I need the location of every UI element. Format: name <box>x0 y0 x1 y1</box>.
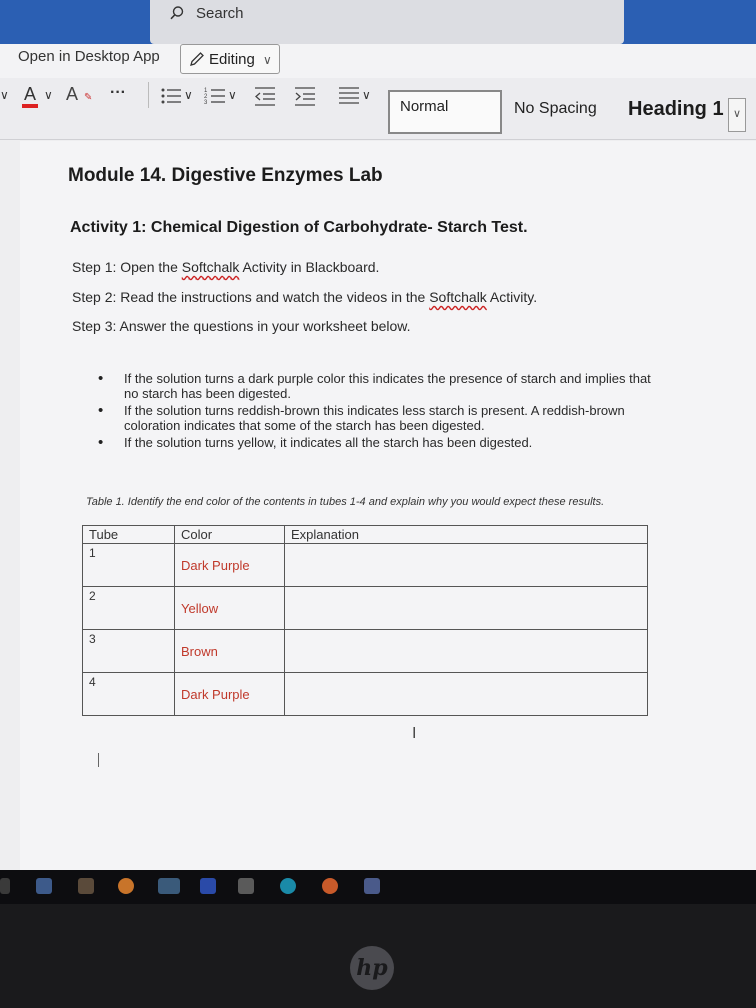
chevron-down-icon[interactable]: ∨ <box>184 88 193 102</box>
store-icon[interactable] <box>200 878 216 894</box>
align-icon[interactable] <box>338 86 360 106</box>
step-3 <box>72 318 411 334</box>
numbered-list-icon[interactable] <box>204 86 226 106</box>
step-1-text-end: Activity in Blackboard. <box>239 259 380 275</box>
chevron-down-icon[interactable]: ∨ <box>0 88 9 102</box>
clear-formatting-button[interactable] <box>66 84 78 105</box>
search-box[interactable] <box>150 0 624 44</box>
list-item: • If the solution turns reddish-brown this indicates less starch is present. A reddish-brown coloration indicates that some of the starch has been digested. <box>98 403 658 433</box>
table-header-row <box>83 526 648 544</box>
step-1-text: Step 1: Open the <box>72 259 182 275</box>
eraser-icon: ✎ <box>84 92 93 103</box>
font-color-letter: A <box>24 84 37 104</box>
file-explorer-icon[interactable] <box>238 878 254 894</box>
chevron-down-icon: ∨ <box>263 53 272 67</box>
header-explanation[interactable]: Explanation <box>285 526 648 544</box>
results-table <box>82 525 648 716</box>
table-caption: Table 1. Identify the end color of the contents in tubes 1-4 and explain why you would expect these results. <box>86 496 605 508</box>
more-options-button[interactable]: ··· <box>110 84 126 101</box>
activity-title: Activity 1: Chemical Digestion of Carbohydrate- Starch Test. <box>70 219 528 236</box>
list-item: • If the solution turns yellow, it indicates all the starch has been digested. <box>98 435 658 450</box>
step-2 <box>72 289 537 305</box>
decrease-indent-icon[interactable] <box>254 86 276 106</box>
color-cell[interactable]: Dark Purple <box>175 544 285 587</box>
chevron-down-icon[interactable]: ∨ <box>228 88 237 102</box>
document-title: Module 14. Digestive Enzymes Lab <box>68 165 383 186</box>
svg-text:2: 2 <box>204 94 208 100</box>
hp-logo: hp <box>350 946 394 990</box>
explanation-cell[interactable] <box>285 630 648 673</box>
svg-text:3: 3 <box>204 100 208 106</box>
style-heading-1[interactable] <box>620 90 730 134</box>
taskbar <box>0 870 756 904</box>
header-tube[interactable]: Tube <box>83 526 175 544</box>
increase-indent-icon[interactable] <box>294 86 316 106</box>
styles-gallery-more-button[interactable]: ∨ <box>728 98 746 132</box>
chrome-icon[interactable] <box>118 878 134 894</box>
font-color-button[interactable] <box>24 84 36 105</box>
chevron-down-icon[interactable]: ∨ <box>44 88 53 102</box>
explanation-cell[interactable] <box>285 544 648 587</box>
style-no-spacing-label: No Spacing <box>514 100 597 117</box>
clear-formatting-letter: A <box>66 84 79 104</box>
app-bar <box>0 44 756 78</box>
start-icon[interactable] <box>0 878 10 894</box>
title-bar <box>0 0 756 44</box>
table-row <box>83 587 648 630</box>
color-cell[interactable]: Dark Purple <box>175 673 285 716</box>
bullet-list-icon[interactable] <box>160 86 182 106</box>
bullet-list <box>98 371 658 452</box>
ribbon-divider <box>148 82 149 108</box>
step-2-misspelled-word[interactable]: Softchalk <box>429 289 487 305</box>
color-cell[interactable]: Yellow <box>175 587 285 630</box>
style-normal[interactable] <box>388 90 502 134</box>
table-row <box>83 544 648 587</box>
style-normal-label: Normal <box>400 98 449 115</box>
list-item: • If the solution turns a dark purple color this indicates the presence of starch and implies that no starch has been digested. <box>98 371 658 401</box>
font-color-swatch <box>22 104 38 108</box>
search-label: Search <box>196 5 244 22</box>
step-2-text: Step 2: Read the instructions and watch the videos in the <box>72 289 430 305</box>
text-cursor-icon: I <box>412 725 417 742</box>
explanation-cell[interactable] <box>285 587 648 630</box>
chevron-down-icon[interactable]: ∨ <box>362 88 371 102</box>
tube-cell[interactable]: 4 <box>83 673 175 716</box>
step-1-misspelled-word[interactable]: Softchalk <box>181 259 240 275</box>
step-1 <box>72 259 379 275</box>
tube-cell[interactable]: 1 <box>83 544 175 587</box>
step-3-text: Step 3: Answer the questions in your worksheet below. <box>72 318 411 334</box>
infinity-app-icon[interactable] <box>78 878 94 894</box>
header-color[interactable]: Color <box>175 526 285 544</box>
svg-text:1: 1 <box>204 88 208 94</box>
step-2-text-end: Activity. <box>486 289 538 305</box>
editing-label: Editing <box>209 51 255 68</box>
search-icon <box>170 6 184 20</box>
edge-icon[interactable] <box>280 878 296 894</box>
table-row <box>83 630 648 673</box>
pencil-icon <box>189 51 205 67</box>
text-caret <box>98 753 99 767</box>
style-no-spacing[interactable] <box>506 90 612 134</box>
chrome-profile-icon[interactable] <box>322 878 338 894</box>
ribbon-toolbar <box>0 78 756 140</box>
style-heading-1-label: Heading 1 <box>628 98 724 120</box>
tube-cell[interactable]: 3 <box>83 630 175 673</box>
dropbox-icon[interactable] <box>36 878 52 894</box>
document-page[interactable] <box>20 141 756 870</box>
tube-cell[interactable]: 2 <box>83 587 175 630</box>
editing-mode-dropdown[interactable] <box>180 44 280 74</box>
color-cell[interactable]: Brown <box>175 630 285 673</box>
open-in-desktop-app-button[interactable]: Open in Desktop App <box>18 48 160 65</box>
explanation-cell[interactable] <box>285 673 648 716</box>
mail-icon[interactable] <box>158 878 180 894</box>
app-icon[interactable] <box>364 878 380 894</box>
table-row <box>83 673 648 716</box>
